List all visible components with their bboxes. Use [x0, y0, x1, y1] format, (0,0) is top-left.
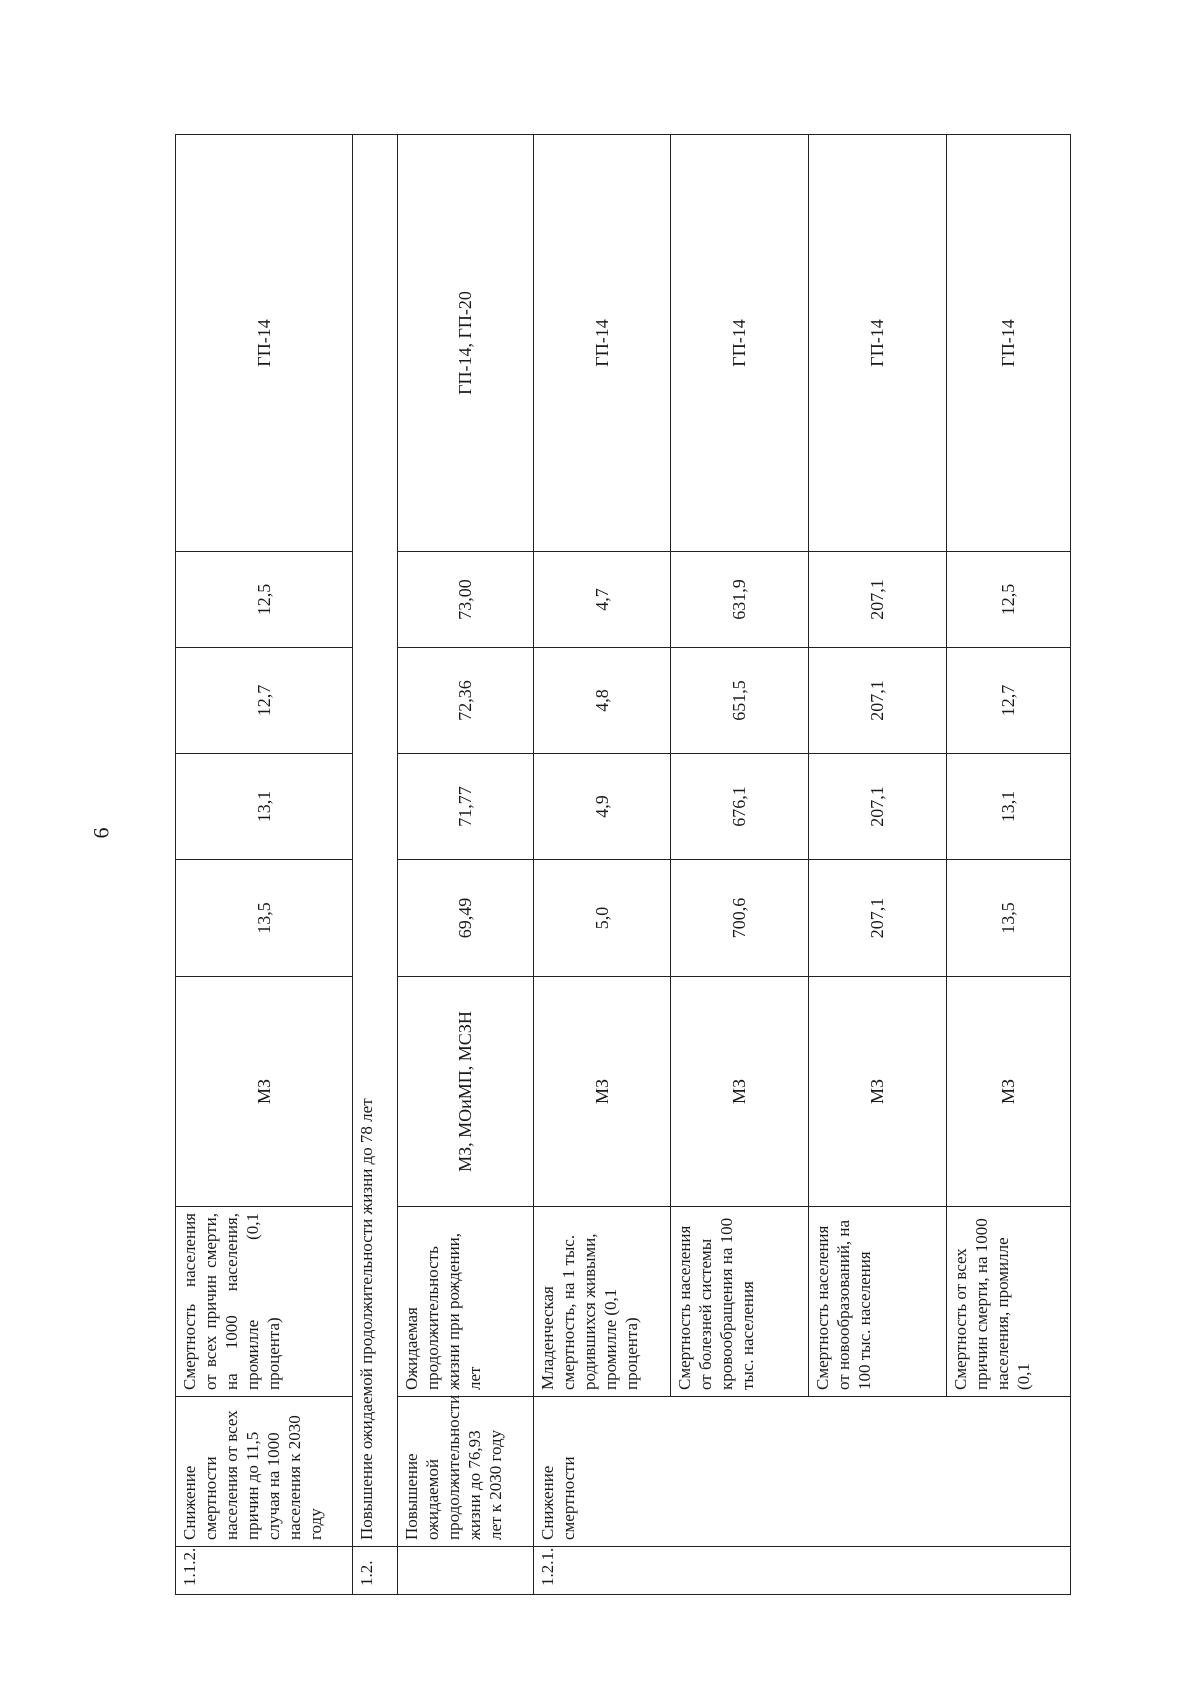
program-cell: ГП-14 [809, 135, 947, 552]
value-cell: 13,5 [947, 860, 1071, 977]
value-cell: 71,77 [398, 754, 534, 860]
value-cell: 631,9 [671, 552, 809, 648]
row-number: 1.1.2. [176, 1547, 353, 1595]
value-cell: 207,1 [809, 648, 947, 754]
value-cell: 4,7 [534, 552, 671, 648]
value-cell: 12,5 [176, 552, 353, 648]
indicator-cell: Смертность населения от болезней системы кровообращения на 100 тыс. населения [671, 1207, 809, 1397]
executor-cell: МЗ [176, 977, 353, 1207]
value-cell: 73,00 [398, 552, 534, 648]
goal-cell: Повышение ожидаемой продолжительности жизни до 76,93 лет к 2030 году [398, 1397, 534, 1547]
table-row [947, 135, 1071, 1595]
program-cell: ГП-14 [671, 135, 809, 552]
value-cell: 4,9 [534, 754, 671, 860]
executor-cell: МЗ [947, 977, 1071, 1207]
value-cell: 5,0 [534, 860, 671, 977]
goal-cell: Снижение смертности населения от всех причин до 11,5 случая на 1000 населения к 2030 году [176, 1397, 353, 1547]
program-cell: ГП-14 [176, 135, 353, 552]
value-cell: 13,1 [176, 754, 353, 860]
rotated-table-wrapper [175, 135, 1140, 1595]
row-number: 1.2. [353, 1547, 398, 1595]
executor-cell: МЗ [534, 977, 671, 1207]
table-row [176, 135, 353, 1595]
value-cell: 13,5 [176, 860, 353, 977]
value-cell: 700,6 [671, 860, 809, 977]
value-cell: 207,1 [809, 860, 947, 977]
table-row [534, 135, 671, 1595]
indicator-cell: Смертность населения от новообразований, на 100 тыс. населения [809, 1207, 947, 1397]
value-cell: 12,5 [947, 552, 1071, 648]
value-cell: 676,1 [671, 754, 809, 860]
table-row [398, 135, 534, 1595]
indicator-cell: Смертность от всех причин смерти, на 1000 населения, промилле (0,1 [947, 1207, 1071, 1397]
table-row [809, 135, 947, 1595]
executor-cell: МЗ [809, 977, 947, 1207]
table-row [671, 135, 809, 1595]
section-row [353, 135, 398, 1595]
indicator-cell: Смертность населения от всех причин смерти, на 1000 населения, промилле (0,1 процента) [176, 1207, 353, 1397]
executor-cell: МЗ, МОиМП, МСЗН [398, 977, 534, 1207]
indicator-cell: Младенческая смертность, на 1 тыс. родившихся живыми, промилле (0,1 процента) [534, 1207, 671, 1397]
program-cell: ГП-14 [534, 135, 671, 552]
indicators-table [175, 134, 1071, 1595]
value-cell: 72,36 [398, 648, 534, 754]
value-cell: 69,49 [398, 860, 534, 977]
program-cell: ГП-14, ГП-20 [398, 135, 534, 552]
value-cell: 207,1 [809, 552, 947, 648]
row-number: 1.2.1. [534, 1547, 1071, 1595]
value-cell: 12,7 [947, 648, 1071, 754]
value-cell: 207,1 [809, 754, 947, 860]
value-cell: 12,7 [176, 648, 353, 754]
value-cell: 4,8 [534, 648, 671, 754]
program-cell: ГП-14 [947, 135, 1071, 552]
indicator-cell: Ожидаемая продолжительность жизни при рождении, лет [398, 1207, 534, 1397]
goal-cell: Снижение смертности [534, 1397, 1071, 1547]
section-title: Повышение ожидаемой продолжительности жизни до 78 лет [353, 135, 398, 1547]
executor-cell: МЗ [671, 977, 809, 1207]
row-number [398, 1547, 534, 1595]
value-cell: 13,1 [947, 754, 1071, 860]
page-number: 6 [88, 827, 114, 839]
value-cell: 651,5 [671, 648, 809, 754]
